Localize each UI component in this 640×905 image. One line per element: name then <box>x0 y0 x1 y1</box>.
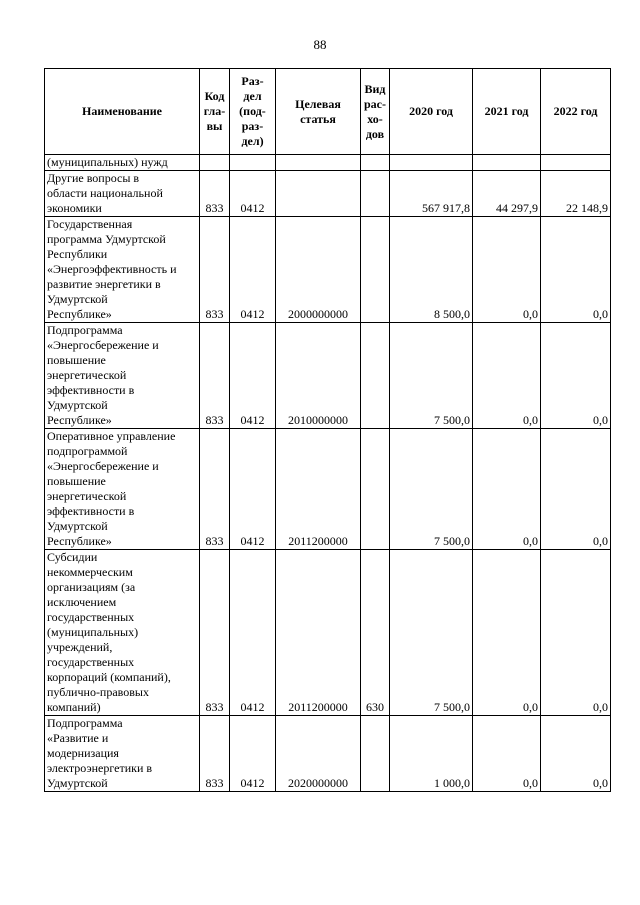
cell-name: Подпрограмма «Развитие и модернизация электроэнергетики в Удмуртской <box>45 716 200 792</box>
cell-2021: 44 297,9 <box>473 171 541 217</box>
table-row <box>45 550 611 716</box>
cell-target-item: 2000000000 <box>276 217 361 323</box>
cell-chapter-code: 833 <box>200 171 230 217</box>
cell-2020: 1 000,0 <box>390 716 473 792</box>
table-body <box>45 155 611 792</box>
cell-section: 0412 <box>230 217 276 323</box>
header-2021: 2021 год <box>473 69 541 155</box>
cell-2020: 7 500,0 <box>390 550 473 716</box>
cell-2020: 7 500,0 <box>390 323 473 429</box>
table-row <box>45 429 611 550</box>
budget-table <box>44 68 611 792</box>
cell-2021: 0,0 <box>473 217 541 323</box>
cell-2020: 7 500,0 <box>390 429 473 550</box>
cell-section: 0412 <box>230 171 276 217</box>
cell-2020 <box>390 155 473 171</box>
cell-target-item: 2011200000 <box>276 429 361 550</box>
table-row <box>45 323 611 429</box>
cell-name: Оперативное управление подпрограммой «Энергосбережение и повышение энергетической эффективности в Удмуртской Республике» <box>45 429 200 550</box>
cell-2022: 0,0 <box>541 217 611 323</box>
cell-2021: 0,0 <box>473 323 541 429</box>
table-header-row <box>45 69 611 155</box>
cell-chapter-code: 833 <box>200 217 230 323</box>
table-row <box>45 217 611 323</box>
cell-chapter-code: 833 <box>200 429 230 550</box>
cell-target-item <box>276 171 361 217</box>
cell-2020: 8 500,0 <box>390 217 473 323</box>
cell-section <box>230 155 276 171</box>
cell-name: Другие вопросы в области национальной экономики <box>45 171 200 217</box>
cell-name: (муниципальных) нужд <box>45 155 200 171</box>
header-2022: 2022 год <box>541 69 611 155</box>
cell-chapter-code: 833 <box>200 323 230 429</box>
cell-expense-type <box>361 171 390 217</box>
cell-name: Государственная программа Удмуртской Республики «Энергоэффективность и развитие энергетики в Удмуртской Республике» <box>45 217 200 323</box>
cell-expense-type: 630 <box>361 550 390 716</box>
cell-2020: 567 917,8 <box>390 171 473 217</box>
header-section: Раз- дел (под- раз- дел) <box>230 69 276 155</box>
header-expense-type: Вид рас- хо- дов <box>361 69 390 155</box>
cell-section: 0412 <box>230 429 276 550</box>
cell-expense-type <box>361 716 390 792</box>
cell-2021 <box>473 155 541 171</box>
cell-expense-type <box>361 217 390 323</box>
cell-target-item: 2010000000 <box>276 323 361 429</box>
cell-2022 <box>541 155 611 171</box>
cell-2021: 0,0 <box>473 716 541 792</box>
cell-2022: 22 148,9 <box>541 171 611 217</box>
cell-expense-type <box>361 323 390 429</box>
cell-2021: 0,0 <box>473 550 541 716</box>
header-chapter-code: Код гла- вы <box>200 69 230 155</box>
table-row <box>45 716 611 792</box>
cell-name: Субсидии некоммерческим организациям (за исключением государственных (муниципальных) учреждений, государственных корпораций (компаний), публично-правовых компаний) <box>45 550 200 716</box>
cell-name: Подпрограмма «Энергосбережение и повышение энергетической эффективности в Удмуртской Республике» <box>45 323 200 429</box>
cell-2022: 0,0 <box>541 323 611 429</box>
cell-2021: 0,0 <box>473 429 541 550</box>
page-number: 88 <box>313 37 327 52</box>
cell-section: 0412 <box>230 323 276 429</box>
cell-2022: 0,0 <box>541 550 611 716</box>
header-name: Наименование <box>45 69 200 155</box>
header-target-item: Целевая статья <box>276 69 361 155</box>
cell-chapter-code <box>200 155 230 171</box>
cell-target-item: 2011200000 <box>276 550 361 716</box>
cell-expense-type <box>361 429 390 550</box>
cell-2022: 0,0 <box>541 429 611 550</box>
table-row <box>45 155 611 171</box>
cell-chapter-code: 833 <box>200 550 230 716</box>
cell-target-item <box>276 155 361 171</box>
cell-section: 0412 <box>230 550 276 716</box>
cell-chapter-code: 833 <box>200 716 230 792</box>
cell-target-item: 2020000000 <box>276 716 361 792</box>
cell-2022: 0,0 <box>541 716 611 792</box>
cell-section: 0412 <box>230 716 276 792</box>
header-2020: 2020 год <box>390 69 473 155</box>
cell-expense-type <box>361 155 390 171</box>
table-row <box>45 171 611 217</box>
